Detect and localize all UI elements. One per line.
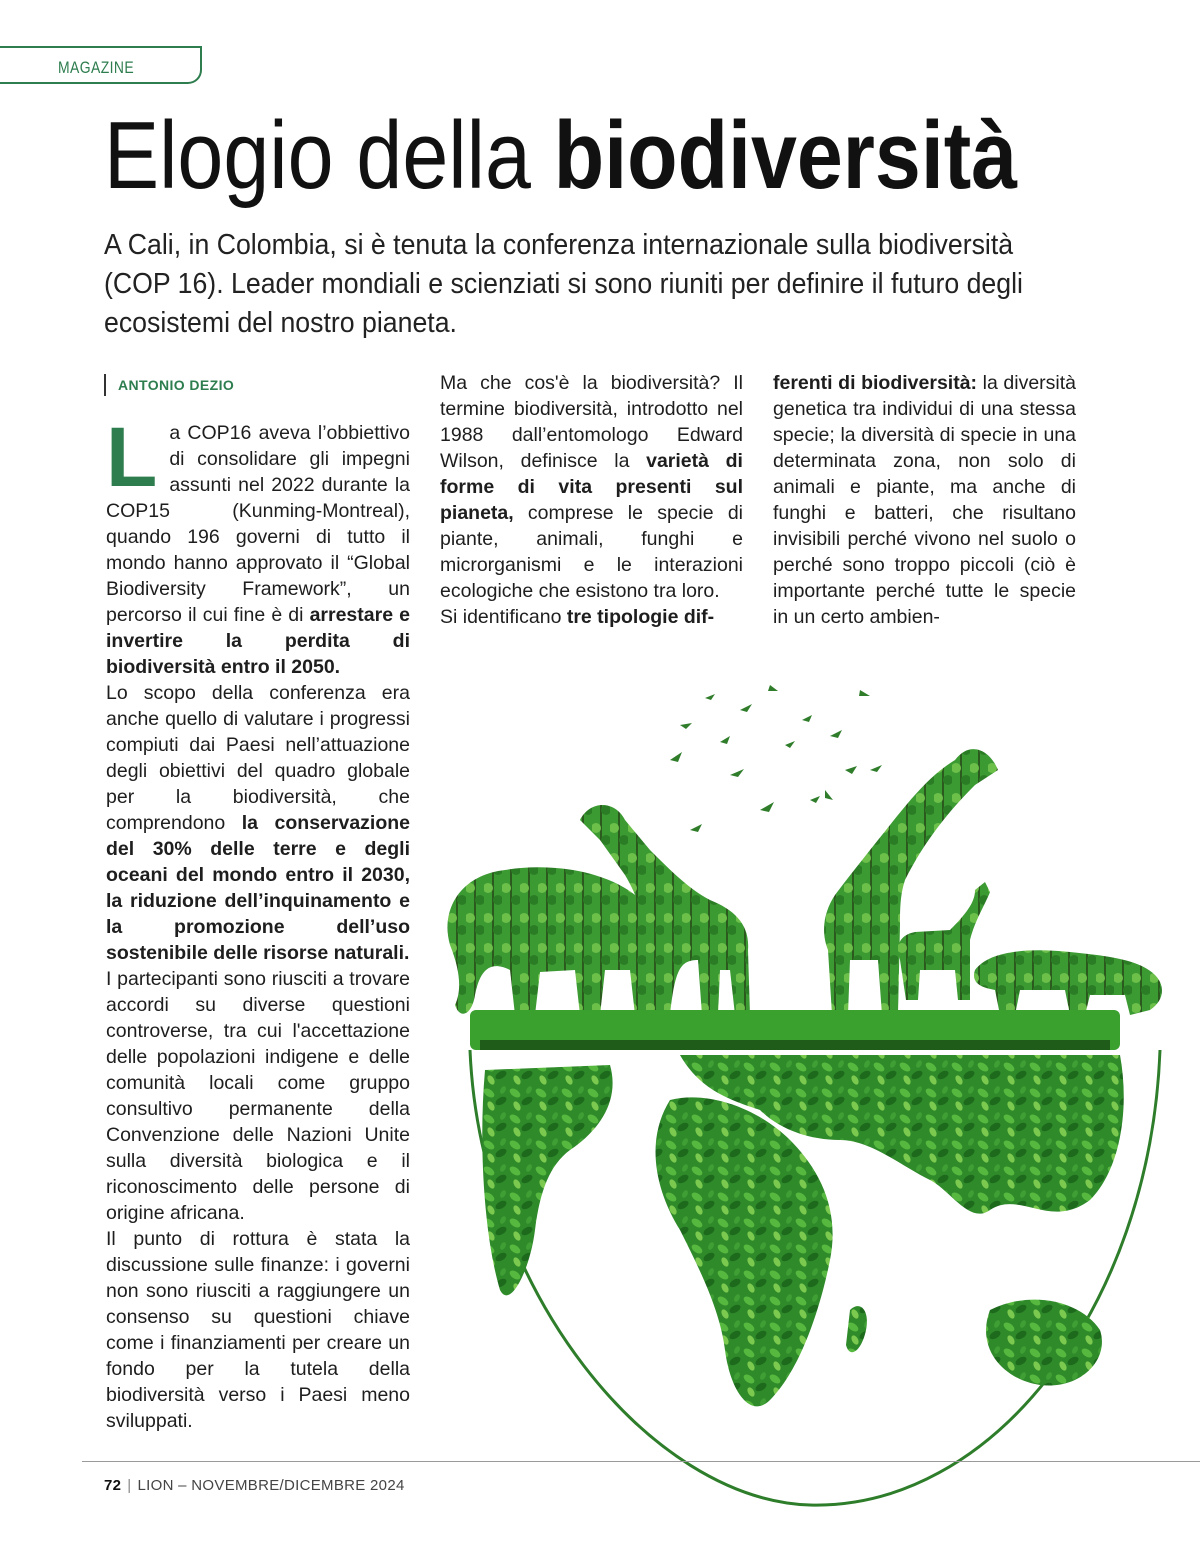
paragraph-bold: varietà di forme di vita presenti sul pianeta,	[440, 450, 743, 524]
lion-silhouette	[974, 950, 1162, 1015]
title-bold: biodiversità	[553, 102, 1018, 209]
island-madagascar	[846, 1306, 867, 1352]
paragraph-text: Si identificano	[440, 606, 567, 628]
column-1	[106, 410, 411, 1434]
column-2	[440, 370, 743, 630]
paragraph-bold: arrestare e invertire la perdita di biodiversità entro il 2050.	[106, 604, 410, 678]
paragraph-text: la diversità genetica tra individui di una stessa specie; la diversità di specie in una determinata zona, non solo di animali e piante, ma anche di funghi e batteri, che risultano invisibili perché vivono nel suolo o perché sono troppo piccoli (ciò è importante perché tutte le specie in un certo ambien-	[773, 372, 1077, 628]
page-footer	[104, 1477, 405, 1494]
page-number: 72	[104, 1477, 122, 1494]
paragraph-2	[106, 680, 410, 966]
paragraph-text: Ma che cos'è la biodiversità? Il termine biodiversità, introdotto nel 1988 dall’entomologo Edward Wilson, definisce la	[440, 372, 743, 472]
article-subtitle: A Cali, in Colombia, si è tenuta la conferenza internazionale sulla biodiversità (COP 16). Leader mondiali e scienziati si sono riuniti per definire il futuro degli ecosistemi del nostro pianeta.	[104, 229, 1023, 339]
paragraph-5	[440, 370, 743, 604]
footer-separator: |	[127, 1477, 132, 1494]
deer-silhouette	[898, 882, 990, 1000]
paragraph-text: Lo scopo della conferenza era anche quello di valutare i progressi compiuti dai Paesi nell’attuazione degli obiettivi del quadro globale per la biodiversità, che comprendono	[106, 682, 410, 834]
paragraph-3: I partecipanti sono riusciti a trovare accordi su diverse questioni controverse, tra cui l'accettazione delle popolazioni indigene e delle comunità locali come gruppo consultivo permanente della Convenzione delle Nazioni Unite sulla diversità biologica e il riconoscimento delle persone di origine africana.	[106, 968, 410, 1224]
paragraph-text: comprese le specie di piante, animali, funghi e microrganismi e le interazioni ecologiche che esistono tra loro.	[440, 502, 743, 602]
article-title	[104, 102, 1018, 209]
column-3	[773, 370, 1076, 630]
author-byline: ANTONIO DEZIO	[104, 374, 234, 396]
biodiversity-globe-illustration	[430, 670, 1200, 1510]
paragraph-bold: ferenti di biodiversità:	[773, 372, 978, 394]
paragraph-text: a COP16 aveva l’obbiettivo di consolidare gli impegni assunti nel 2022 durante la COP15 (Kunming-Montreal), quando 196 governi di tutto il mondo hanno approvato il “Global Biodiversity Framework”, un percorso il cui fine è di	[106, 422, 410, 626]
footer-rule	[82, 1461, 1200, 1462]
title-light: Elogio della	[104, 102, 554, 209]
paragraph-7	[773, 370, 1076, 630]
paragraph-4: Il punto di rottura è stata la discussione sulle finanze: i governi non sono riusciti a raggiungere un consenso su questioni chiave come i finanziamenti per creare un fondo per la tutela della biodiversità verso i Paesi meno sviluppati.	[106, 1228, 410, 1432]
grass-shadow	[480, 1040, 1110, 1050]
continent-australia	[986, 1300, 1102, 1386]
continent-americas	[482, 1065, 612, 1295]
paragraph-bold: tre tipologie dif-	[566, 606, 715, 628]
birds	[670, 685, 882, 832]
paragraph-bold: la conservazione del 30% delle terre e degli oceani del mondo entro il 2030, la riduzione dell’inquinamento e la promozione dell’uso sostenibile delle risorse naturali.	[106, 812, 411, 964]
continent-africa	[656, 1097, 833, 1406]
paragraph-6	[440, 604, 743, 630]
issue-label: LION – NOVEMBRE/DICEMBRE 2024	[137, 1477, 405, 1494]
paragraph-1	[106, 410, 410, 680]
section-label: MAGAZINE	[58, 58, 135, 77]
drop-cap: L	[106, 410, 158, 504]
elephant-silhouette	[447, 867, 660, 1015]
